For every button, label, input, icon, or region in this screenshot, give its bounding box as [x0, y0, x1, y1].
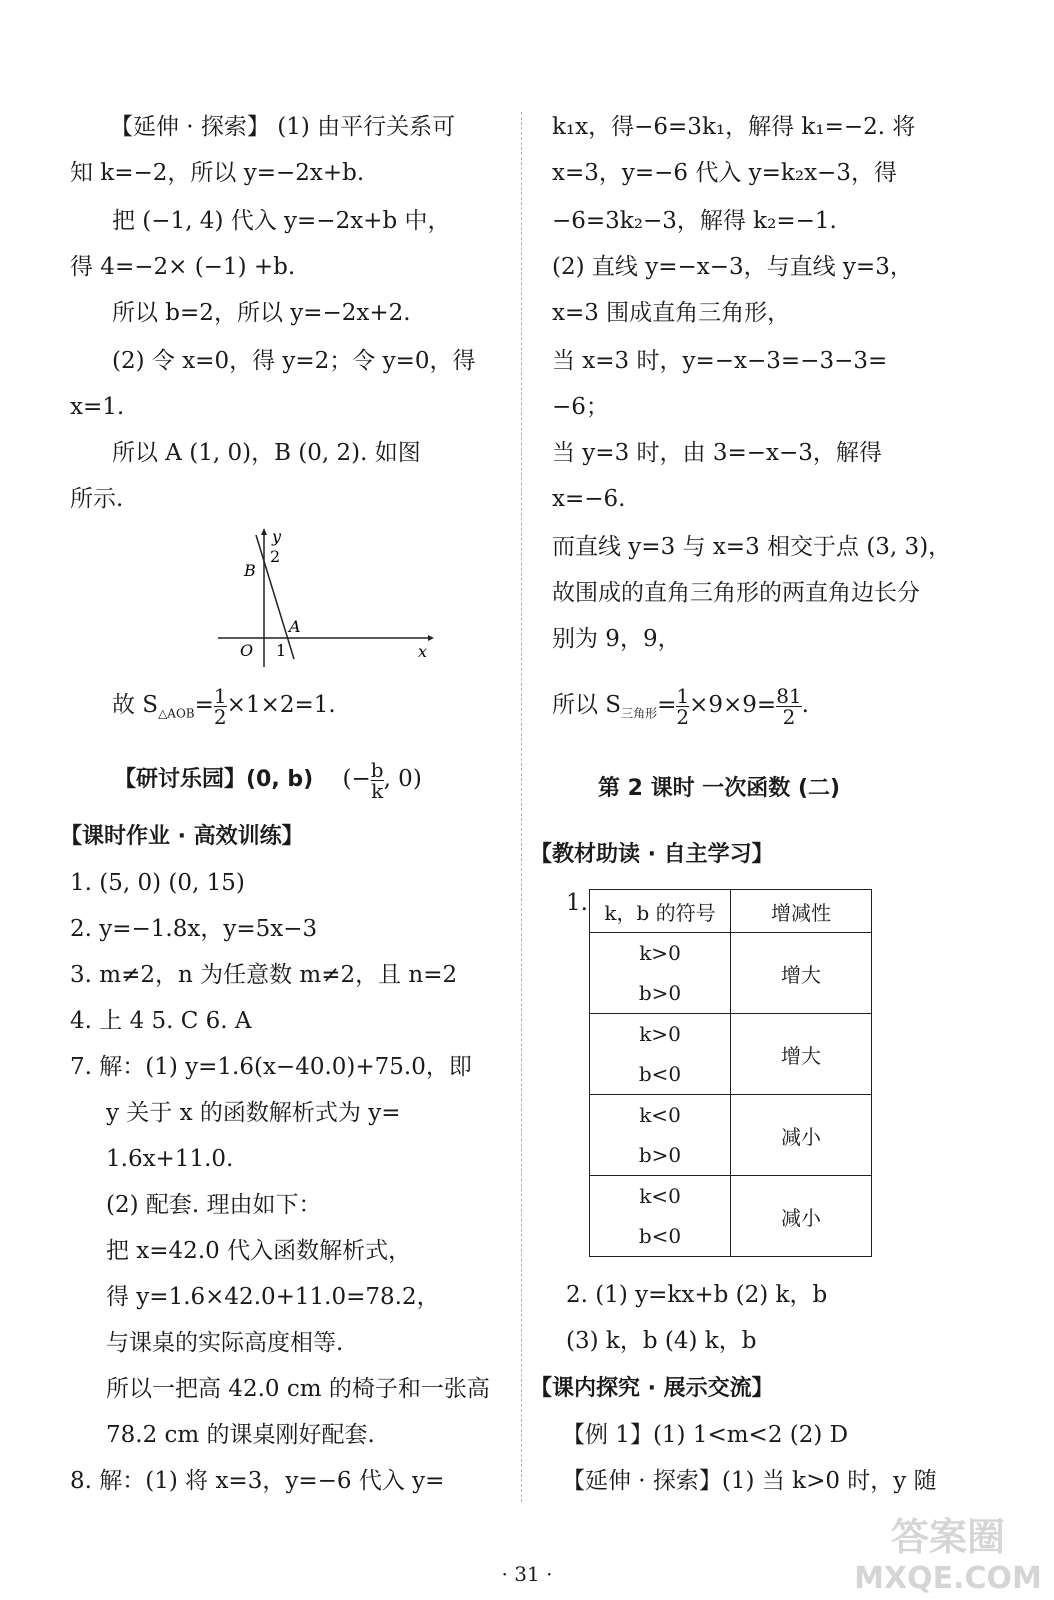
text-line: k₁x，得−6=3k₁，解得 k₁=−2. 将: [552, 114, 916, 140]
equals-sign: =: [657, 692, 677, 718]
answer-line: 所以一把高 42.0 cm 的椅子和一张高: [106, 1376, 490, 1402]
result-subscript: 三角形: [621, 706, 658, 721]
table-cell-trend: 减小: [731, 1095, 872, 1176]
x-axis-arrow: [428, 635, 434, 641]
svg-text:答案圈: 答案圈: [890, 1515, 1006, 1559]
text-line: 【延伸 · 探索】 (1) 由平行关系可: [110, 114, 456, 140]
example-line: 【例 1】(1) 1<m<2 (2) D: [562, 1422, 849, 1448]
watermark-logo: [848, 1504, 1048, 1596]
table-cell-trend: 增大: [731, 1014, 872, 1095]
answer-line: 把 x=42.0 代入函数解析式，: [106, 1238, 412, 1264]
area-subscript: △AOB: [158, 706, 195, 721]
x-axis-label: x: [418, 642, 428, 661]
answer-line: 4. 上 4 5. C 6. A: [70, 1008, 252, 1034]
table-row: [590, 933, 872, 1014]
text-line: 所以 A (1, 0)，B (0, 2). 如图: [112, 440, 421, 466]
answer-line: y 关于 x 的函数解析式为 y=: [106, 1100, 401, 1126]
result-formula: [552, 678, 809, 741]
area-formula: [70, 678, 336, 741]
yantao-line: [114, 752, 422, 807]
text-line: x=3 围成直角三角形，: [552, 300, 791, 326]
fraction-b-over-k: $\frac{b}{k}$: [370, 757, 384, 803]
table-header: 增减性: [731, 890, 872, 933]
question-number: 1.: [566, 890, 588, 916]
answer-line: (3) k，b (4) k，b: [566, 1328, 757, 1354]
answer-line: 与课桌的实际高度相等.: [106, 1330, 344, 1356]
section-heading: 【教材助读 · 自主学习】: [530, 842, 774, 867]
yantao-text: 【研讨乐园】(0, b): [114, 767, 314, 792]
table-row: [590, 1176, 872, 1257]
fraction-half: $\frac{1}{2}$: [213, 683, 227, 729]
column-divider: [521, 112, 522, 1502]
answer-line: 1.6x+11.0.: [106, 1146, 234, 1172]
y-tick-label: 2: [270, 547, 281, 566]
text-line: x=1.: [70, 394, 125, 420]
text-line: (2) 直线 y=−x−3，与直线 y=3，: [552, 254, 913, 280]
text-line: 把 (−1, 4) 代入 y=−2x+b 中，: [112, 208, 451, 234]
table-cell-kb: k>0 b>0: [590, 933, 731, 1014]
section-heading: 【课内探究 · 展示交流】: [530, 1376, 774, 1401]
text-line: 当 y=3 时，由 3=−x−3，解得: [552, 440, 882, 466]
text-line: 所示.: [70, 486, 124, 512]
text-line: 别为 9，9，: [552, 626, 681, 652]
table-cell-kb: k<0 b<0: [590, 1176, 731, 1257]
yantao-open: (−: [342, 766, 371, 792]
kb-sign-table: [589, 889, 872, 1257]
table-cell-trend: 减小: [731, 1176, 872, 1257]
text-line: 故围成的直角三角形的两直角边长分: [552, 580, 920, 606]
point-b-label: B: [244, 561, 256, 580]
result-end: .: [801, 692, 809, 718]
section-heading: 【课时作业 · 高效训练】: [60, 824, 304, 849]
text-line: 当 x=3 时，y=−x−3=−3−3=: [552, 348, 888, 374]
function-graph: [218, 527, 438, 667]
equals-sign: =: [194, 692, 214, 718]
result-mid: ×9×9=: [689, 692, 777, 718]
svg-text:MXQE.COM: MXQE.COM: [854, 1561, 1042, 1596]
table-cell-kb: k<0 b>0: [590, 1095, 731, 1176]
fraction-81-half: $\frac{81}{2}$: [776, 683, 802, 729]
text-line: 而直线 y=3 与 x=3 相交于点 (3, 3)，: [552, 534, 952, 560]
point-a-label: A: [289, 617, 301, 636]
answer-line: 78.2 cm 的课桌刚好配套.: [106, 1422, 375, 1448]
extend-line: 【延伸 · 探索】(1) 当 k>0 时，y 随: [562, 1468, 937, 1494]
answer-line: 3. m≠2，n 为任意数 m≠2，且 n=2: [70, 962, 458, 988]
y-axis-label: y: [272, 527, 282, 546]
result-prefix: 所以 S: [552, 692, 622, 718]
answer-line: 7. 解：(1) y=1.6(x−40.0)+75.0，即: [70, 1054, 472, 1080]
answer-line: (2) 配套. 理由如下：: [106, 1192, 322, 1218]
answer-line: 1. (5, 0) (0, 15): [70, 870, 245, 896]
page-number: · 31 ·: [501, 1562, 553, 1586]
text-line: (2) 令 x=0，得 y=2；令 y=0，得: [112, 348, 476, 374]
table-cell-trend: 增大: [731, 933, 872, 1014]
answer-line: 2. (1) y=kx+b (2) k，b: [566, 1282, 828, 1308]
lesson-title: 第 2 课时 一次函数 (二): [598, 776, 841, 801]
x-tick-label: 1: [276, 641, 287, 660]
answer-line: 得 y=1.6×42.0+11.0=78.2，: [106, 1284, 440, 1310]
area-rest: ×1×2=1.: [226, 692, 336, 718]
y-axis-arrow: [261, 528, 267, 535]
text-line: x=3，y=−6 代入 y=k₂x−3，得: [552, 160, 897, 186]
area-prefix: 故 S: [112, 692, 159, 718]
fraction-half: $\frac{1}{2}$: [676, 683, 690, 729]
table-row: [590, 1014, 872, 1095]
text-line: x=−6.: [552, 486, 626, 512]
table-cell-kb: k>0 b<0: [590, 1014, 731, 1095]
text-line: −6=3k₂−3，解得 k₂=−1.: [552, 208, 837, 234]
table-row: [590, 1095, 872, 1176]
text-line: 得 4=−2× (−1) +b.: [70, 254, 296, 280]
answer-line: 2. y=−1.8x，y=5x−3: [70, 916, 318, 942]
text-line: 知 k=−2，所以 y=−2x+b.: [70, 160, 365, 186]
yantao-close: , 0): [383, 766, 422, 792]
text-line: −6；: [552, 394, 609, 420]
origin-label: O: [240, 641, 254, 660]
answer-line: 8. 解：(1) 将 x=3，y=−6 代入 y=: [70, 1468, 445, 1494]
table-header: k，b 的符号: [590, 890, 731, 933]
text-line: 所以 b=2，所以 y=−2x+2.: [112, 300, 411, 326]
